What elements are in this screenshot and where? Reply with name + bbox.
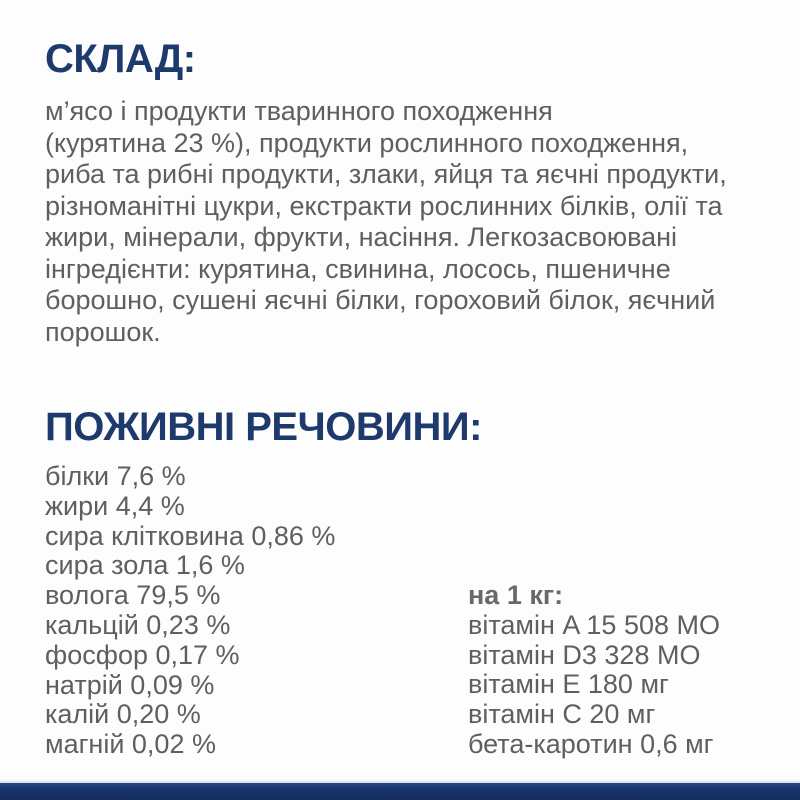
footer-bar: [0, 780, 800, 800]
composition-text: м’ясо і продукти тваринного походження (курятина 23 %), продукти рослинного походження, риба та рибні продукти, злаки, яйця та яєчні продукти, різноманітні цукри, екстракти рослинних білків, олії та жири, мінерали, фрукти, насіння. Легкозасвоювані інгредієнти: курятина, свинина, лосось, пшеничне борошно, сушені яєчні білки, гороховий білок, яєчний порошок.: [45, 96, 727, 347]
vitamin-item: бета-каротин 0,6 мг: [468, 728, 714, 759]
nutrients-columns: [45, 462, 760, 760]
analysis-item: білки 7,6 %: [45, 461, 186, 491]
vitamin-item: вітамін A 15 508 МО: [468, 609, 720, 640]
vitamin-item: вітамін D3 328 МО: [468, 639, 701, 670]
footer-navy-bar: [0, 783, 800, 800]
analysis-item: сира зола 1,6 %: [45, 550, 245, 581]
vitamin-item: вітамін C 20 мг: [468, 699, 656, 730]
vitamins-list: [468, 611, 720, 760]
vitamins-column: [468, 581, 720, 760]
analysis-item: магній 0,02 %: [45, 729, 216, 760]
analysis-list: [45, 462, 468, 760]
vitamin-item: вітамін E 180 мг: [468, 669, 669, 700]
analysis-item: сира клітковина 0,86 %: [45, 520, 336, 551]
analysis-item: волога 79,5 %: [45, 580, 221, 611]
per-kg-label: на 1 кг:: [468, 580, 564, 610]
analysis-item: натрій 0,09 %: [45, 669, 215, 700]
nutrients-heading: ПОЖИВНІ РЕЧОВИНИ:: [45, 405, 482, 449]
composition-heading: СКЛАД:: [45, 37, 196, 81]
analysis-column: [45, 462, 468, 760]
analysis-item: кальцій 0,23 %: [45, 609, 231, 640]
analysis-item: калій 0,20 %: [45, 699, 201, 730]
analysis-item: жири 4,4 %: [45, 490, 185, 521]
analysis-item: фосфор 0,17 %: [45, 639, 240, 670]
